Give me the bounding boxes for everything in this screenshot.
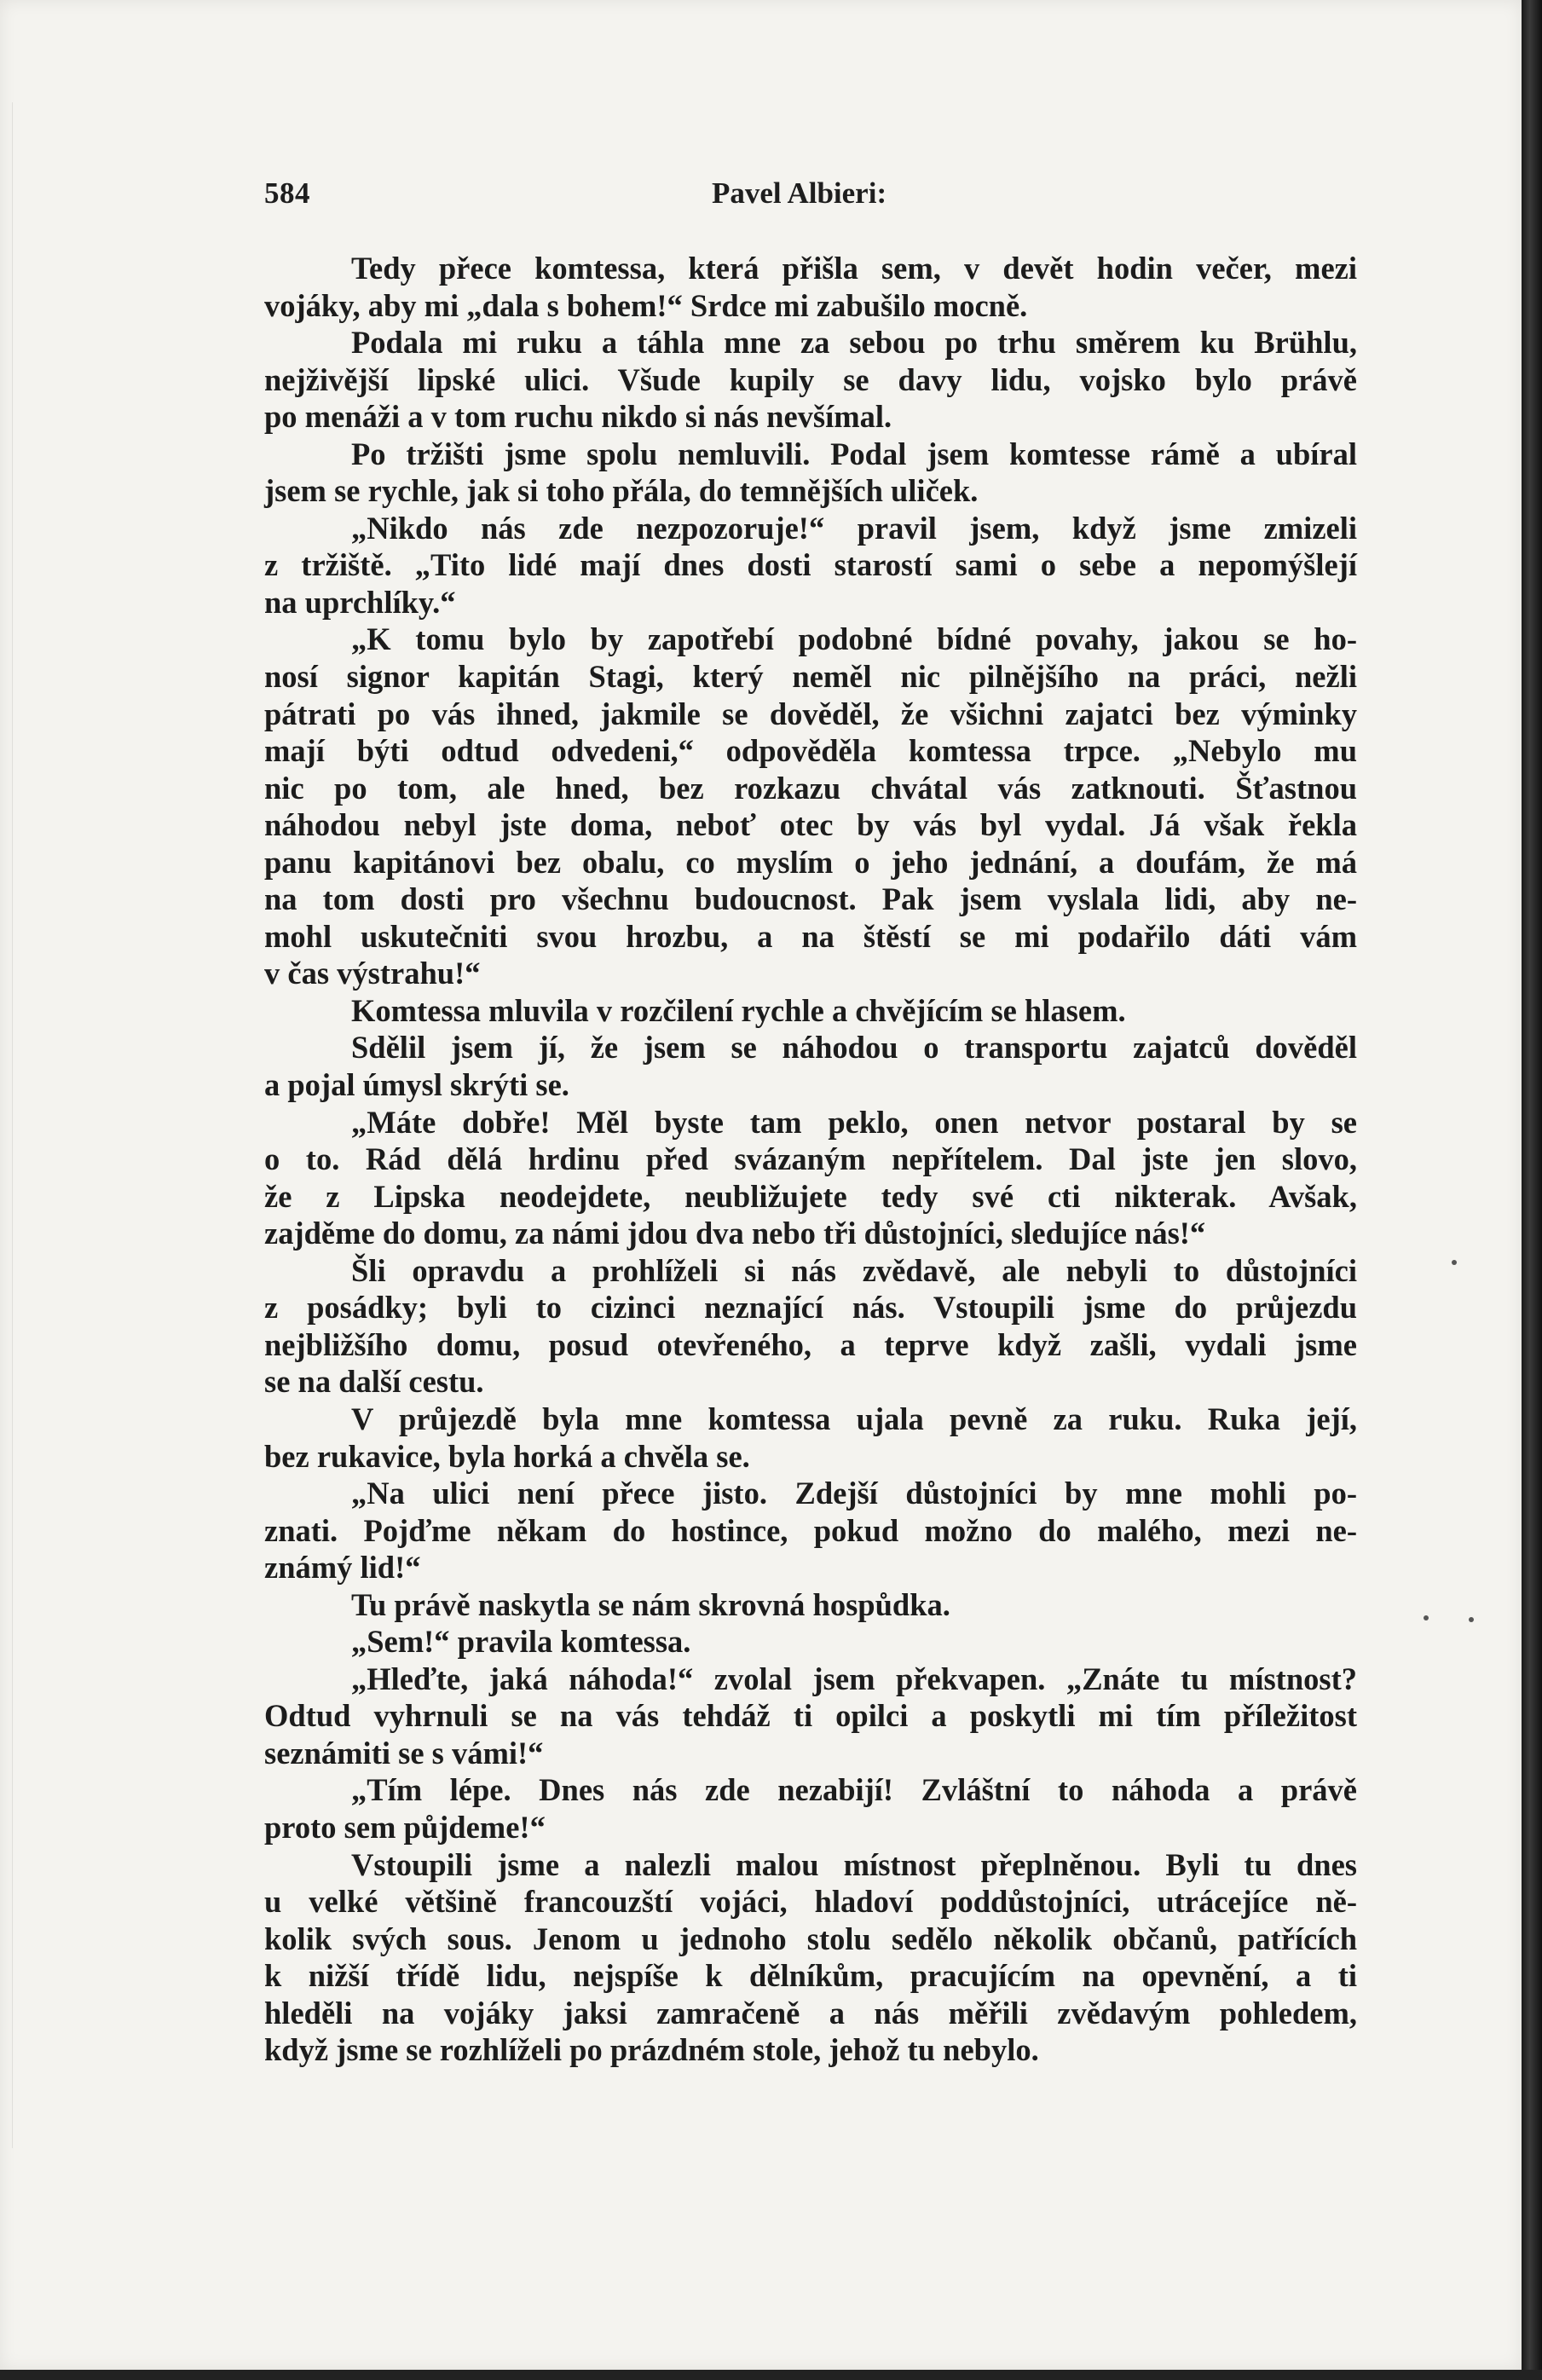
text-line: „K tomu bylo by zapotřebí podobné bídné povahy, jakou se ho- bbox=[351, 621, 1357, 657]
text-line: nejživější lipské ulici. Všude kupily se davy lidu, vojsko bylo právě bbox=[264, 361, 1357, 397]
text-line: bez rukavice, byla horká a chvěla se. bbox=[264, 1438, 750, 1474]
text-line: Tedy přece komtessa, která přišla sem, v devět hodin večer, mezi bbox=[351, 251, 1357, 286]
text-line: znati. Pojďme někam do hostince, pokud možno do malého, mezi ne- bbox=[264, 1512, 1357, 1548]
text-line: „Máte dobře! Měl byste tam peklo, onen netvor postaral by se bbox=[351, 1104, 1357, 1140]
scan-edge-bottom bbox=[0, 2370, 1542, 2380]
text-line: Komtessa mluvila v rozčilení rychle a chvějícím se hlasem. bbox=[351, 992, 1126, 1028]
text-line: kolik svých sous. Jenom u jednoho stolu sedělo několik občanů, patřících bbox=[264, 1921, 1357, 1956]
text-line: „Hleďte, jaká náhoda!“ zvolal jsem překvapen. „Znáte tu místnost? bbox=[351, 1661, 1357, 1696]
text-line: mají býti odtud odvedeni,“ odpověděla komtessa trpce. „Nebylo mu bbox=[264, 733, 1357, 769]
text-line: vojáky, aby mi „dala s bohem!“ Srdce mi zabušilo mocně. bbox=[264, 287, 1028, 323]
text-line: Po tržišti jsme spolu nemluvili. Podal jsem komtesse rámě a ubíral bbox=[351, 436, 1357, 471]
text-line: „Nikdo nás zde nezpozoruje!“ pravil jsem, když jsme zmizeli bbox=[351, 510, 1357, 546]
print-speck bbox=[1469, 1617, 1474, 1622]
text-line: Vstoupili jsme a nalezli malou místnost přeplněnou. Byli tu dnes bbox=[351, 1846, 1357, 1882]
scan-edge-right bbox=[1522, 0, 1542, 2380]
text-line: na tom dosti pro všechnu budoucnost. Pak jsem vyslala lidi, aby ne- bbox=[264, 881, 1357, 917]
text-line: v čas výstrahu!“ bbox=[264, 956, 481, 991]
page-edge-shadow bbox=[12, 102, 13, 2148]
text-line: Tu právě naskytla se nám skrovná hospůdka. bbox=[351, 1586, 950, 1622]
text-line: hleděli na vojáky jaksi zamračeně a nás měřili zvědavým pohledem, bbox=[264, 1995, 1357, 2031]
text-line: že z Lipska neodejdete, neubližujete tedy své cti nikterak. Avšak, bbox=[264, 1178, 1357, 1214]
text-line: „Sem!“ pravila komtessa. bbox=[351, 1624, 691, 1660]
text-line: pátrati po vás ihned, jakmile se dověděl, že všichni zajatci bez výminky bbox=[264, 696, 1357, 731]
text-line: Sdělil jsem jí, že jsem se náhodou o transportu zajatců dověděl bbox=[351, 1030, 1357, 1066]
text-line: a pojal úmysl skrýti se. bbox=[264, 1067, 569, 1103]
text-line: mohl uskutečniti svou hrozbu, a na štěstí se mi podařilo dáti vám bbox=[264, 918, 1357, 954]
print-speck bbox=[1424, 1615, 1429, 1620]
text-line: jsem se rychle, jak si toho přála, do temnějších uliček. bbox=[264, 473, 979, 509]
text-line: Šli opravdu a prohlíželi si nás zvědavě, ale nebyli to důstojníci bbox=[351, 1252, 1357, 1288]
running-head: Pavel Albieri: bbox=[712, 176, 887, 210]
text-line: když jsme se rozhlíželi po prázdném stole, jehož tu nebylo. bbox=[264, 2032, 1039, 2068]
text-line: „Tím lépe. Dnes nás zde nezabijí! Zvláštní to náhoda a právě bbox=[351, 1772, 1357, 1808]
text-line: V průjezdě byla mne komtessa ujala pevně za ruku. Ruka její, bbox=[351, 1401, 1357, 1436]
text-line: náhodou nebyl jste doma, neboť otec by vás byl vydal. Já však řekla bbox=[264, 807, 1357, 843]
page-number: 584 bbox=[264, 176, 310, 210]
text-line: z posádky; byli to cizinci neznající nás. Vstoupili jsme do průjezdu bbox=[264, 1290, 1357, 1326]
text-line: zajděme do domu, za námi jdou dva nebo tři důstojníci, sledujíce nás!“ bbox=[264, 1216, 1206, 1251]
text-line: známý lid!“ bbox=[264, 1550, 421, 1586]
text-line: z tržiště. „Tito lidé mají dnes dosti starostí sami o sebe a nepomýšlejí bbox=[264, 547, 1357, 583]
text-line: proto sem půjdeme!“ bbox=[264, 1809, 546, 1845]
text-line: Odtud vyhrnuli se na vás tehdáž ti opilci a poskytli mi tím příležitost bbox=[264, 1698, 1357, 1734]
text-line: nosí signor kapitán Stagi, který neměl nic pilnějšího na práci, nežli bbox=[264, 659, 1357, 695]
text-line: „Na ulici není přece jisto. Zdejší důstojníci by mne mohli po- bbox=[351, 1476, 1357, 1511]
text-line: po menáži a v tom ruchu nikdo si nás nevšímal. bbox=[264, 399, 892, 435]
text-line: na uprchlíky.“ bbox=[264, 584, 456, 620]
text-line: o to. Rád dělá hrdinu před svázaným nepřítelem. Dal jste jen slovo, bbox=[264, 1141, 1357, 1177]
text-line: nejbližšího domu, posud otevřeného, a teprve když zašli, vydali jsme bbox=[264, 1326, 1357, 1362]
text-line: panu kapitánovi bez obalu, co myslím o jeho jednání, a doufám, že má bbox=[264, 844, 1357, 880]
text-line: u velké většině francouzští vojáci, hladoví poddůstojníci, utrácejíce ně- bbox=[264, 1884, 1357, 1920]
body-text bbox=[264, 250, 1357, 2069]
text-line: Podala mi ruku a táhla mne za sebou po trhu směrem ku Brühlu, bbox=[351, 325, 1357, 361]
text-line: se na další cestu. bbox=[264, 1364, 484, 1400]
text-line: seznámiti se s vámi!“ bbox=[264, 1735, 544, 1771]
print-speck bbox=[1452, 1260, 1457, 1265]
text-line: k nižší třídě lidu, nejspíše k dělníkům, pracujícím na opevnění, a ti bbox=[264, 1958, 1357, 1994]
text-line: nic po tom, ale hned, bez rozkazu chvátal vás zatknouti. Šťastnou bbox=[264, 770, 1357, 806]
